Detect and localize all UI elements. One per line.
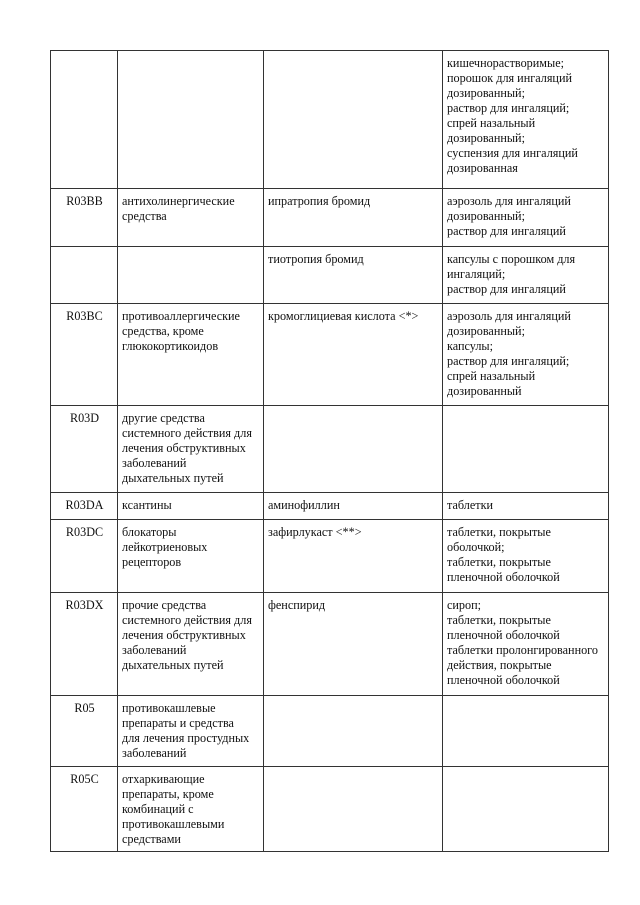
dosage-form-cell: аэрозоль для ингаляций дозированный; раствор для ингаляций	[443, 189, 609, 247]
atc-code-cell: R03DA	[51, 493, 118, 520]
table-row	[51, 189, 609, 247]
table-row	[51, 51, 609, 189]
drug-cell: кромоглициевая кислота <*>	[264, 304, 443, 406]
table-row	[51, 520, 609, 593]
table-row	[51, 493, 609, 520]
atc-code-cell: R05	[51, 696, 118, 767]
table-row	[51, 767, 609, 852]
group-cell: отхаркивающие препараты, кроме комбинаций с противокашлевыми средствами	[118, 767, 264, 852]
atc-code-cell: R03D	[51, 406, 118, 493]
table-row	[51, 593, 609, 696]
group-cell: противокашлевые препараты и средства для лечения простудных заболеваний	[118, 696, 264, 767]
drug-cell: фенспирид	[264, 593, 443, 696]
table-row	[51, 304, 609, 406]
dosage-form-cell: аэрозоль для ингаляций дозированный; капсулы; раствор для ингаляций; спрей назальный дозированный	[443, 304, 609, 406]
dosage-form-cell	[443, 696, 609, 767]
group-cell: антихолинергические средства	[118, 189, 264, 247]
table-row	[51, 696, 609, 767]
drug-cell	[264, 767, 443, 852]
group-cell: блокаторы лейкотриеновых рецепторов	[118, 520, 264, 593]
drug-cell: тиотропия бромид	[264, 247, 443, 304]
atc-code-cell	[51, 247, 118, 304]
group-cell: прочие средства системного действия для лечения обструктивных заболеваний дыхательных путей	[118, 593, 264, 696]
drug-cell	[264, 406, 443, 493]
dosage-form-cell: таблетки	[443, 493, 609, 520]
group-cell: другие средства системного действия для лечения обструктивных заболеваний дыхательных путей	[118, 406, 264, 493]
dosage-form-cell: кишечнорастворимые; порошок для ингаляций дозированный; раствор для ингаляций; спрей назальный дозированный; суспензия для ингаляций дозированная	[443, 51, 609, 189]
dosage-form-cell: таблетки, покрытые оболочкой; таблетки, покрытые пленочной оболочкой	[443, 520, 609, 593]
drug-cell	[264, 696, 443, 767]
table-row	[51, 406, 609, 493]
dosage-form-cell: капсулы с порошком для ингаляций; раствор для ингаляций	[443, 247, 609, 304]
group-cell: ксантины	[118, 493, 264, 520]
atc-code-cell	[51, 51, 118, 189]
drug-cell: зафирлукаст <**>	[264, 520, 443, 593]
atc-code-cell: R03DX	[51, 593, 118, 696]
drug-cell	[264, 51, 443, 189]
dosage-form-cell	[443, 406, 609, 493]
group-cell	[118, 247, 264, 304]
drug-cell: ипратропия бромид	[264, 189, 443, 247]
drug-classification-table	[50, 50, 609, 852]
drug-cell: аминофиллин	[264, 493, 443, 520]
group-cell	[118, 51, 264, 189]
atc-code-cell: R05C	[51, 767, 118, 852]
atc-code-cell: R03BC	[51, 304, 118, 406]
table-row	[51, 247, 609, 304]
atc-code-cell: R03BB	[51, 189, 118, 247]
group-cell: противоаллергические средства, кроме глюкокортикоидов	[118, 304, 264, 406]
atc-code-cell: R03DC	[51, 520, 118, 593]
dosage-form-cell: сироп; таблетки, покрытые пленочной оболочкой таблетки пролонгированного действия, покрытые пленочной оболочкой	[443, 593, 609, 696]
dosage-form-cell	[443, 767, 609, 852]
